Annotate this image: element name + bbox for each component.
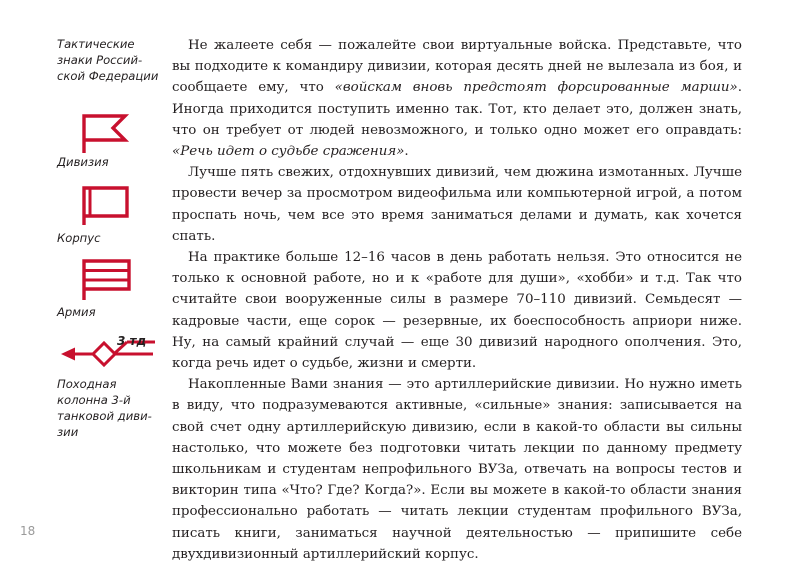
quote-text: «войскам вновь предстоят форсированные марши»	[334, 80, 738, 96]
body-text	[172, 35, 742, 565]
paragraph	[172, 374, 742, 565]
corps-flag-icon	[81, 185, 131, 227]
division-flag-icon	[81, 113, 131, 155]
paragraph-text: На практике больше 12–16 часов в день работать нельзя. Это относится не только к основной работе, но и к «работе для души», «хобби» и т.д. Так что считайте свои вооруженные силы в размере 70–110 дивизий. Семьдесят — кадровые части, еще сорок — резервные, их боеспособность априори ниже. Ну, на самый крайний случай — еще 30 дивизий народного ополчения. Это, когда речь идет о судьбе, жизни и смерти.	[172, 250, 742, 372]
legend-title: Тактические знаки Россий- ской Федерации	[57, 37, 159, 83]
march-column-label: Походная колонна 3-й танковой диви- зии	[57, 377, 152, 439]
march-column-tag: 3 тд	[117, 334, 147, 348]
paragraph	[172, 247, 742, 374]
paragraph-text: .	[404, 144, 409, 160]
corps-label: Корпус	[57, 231, 101, 245]
page-number: 18	[20, 524, 36, 538]
paragraph-text: Не жалеете себя — пожалейте свои виртуальные войска. Представьте, что вы подходите к командиру дивизии, которая десять дней не вылезала из боя, и сообщаете ему, что	[172, 38, 742, 96]
paragraph	[172, 35, 742, 162]
paragraph-text: Лучше пять свежих, отдохнувших дивизий, чем дюжина измотанных. Лучше провести вечер за просмотром видеофильма или компьютерной игрой, а потом проспать ночь, чем все это время заниматься делами и думать, как хочется спать.	[172, 165, 742, 244]
army-label: Армия	[57, 305, 96, 319]
paragraph-text: . Иногда приходится поступить именно так. Тот, кто делает это, должен знать, что он требует от людей невозможного, и только одно может его оправдать:	[172, 80, 742, 138]
army-flag-icon	[81, 258, 133, 302]
paragraph	[172, 162, 742, 247]
division-label: Дивизия	[57, 155, 109, 169]
paragraph-text: Накопленные Вами знания — это артиллерийские дивизии. Но нужно иметь в виду, что подразумеваются активные, «сильные» знания: записывается на свой счет одну артиллерийскую дивизию, если в какой-то области вы сильны настолько, что можете без подготовки читать лекции по данному предмету школьникам и студентам непрофильного ВУЗа, отвечать на вопросы тестов и викторин типа «Что? Где? Когда?». Если вы можете в какой-то области знания профессионально работать — читать лекции студентам профильного ВУЗа, писать книги, заниматься научной деятельностью — припишите себе двухдивизионный артиллерийский корпус.	[172, 377, 742, 562]
quote-text: «Речь идет о судьбе сражения»	[172, 144, 405, 160]
